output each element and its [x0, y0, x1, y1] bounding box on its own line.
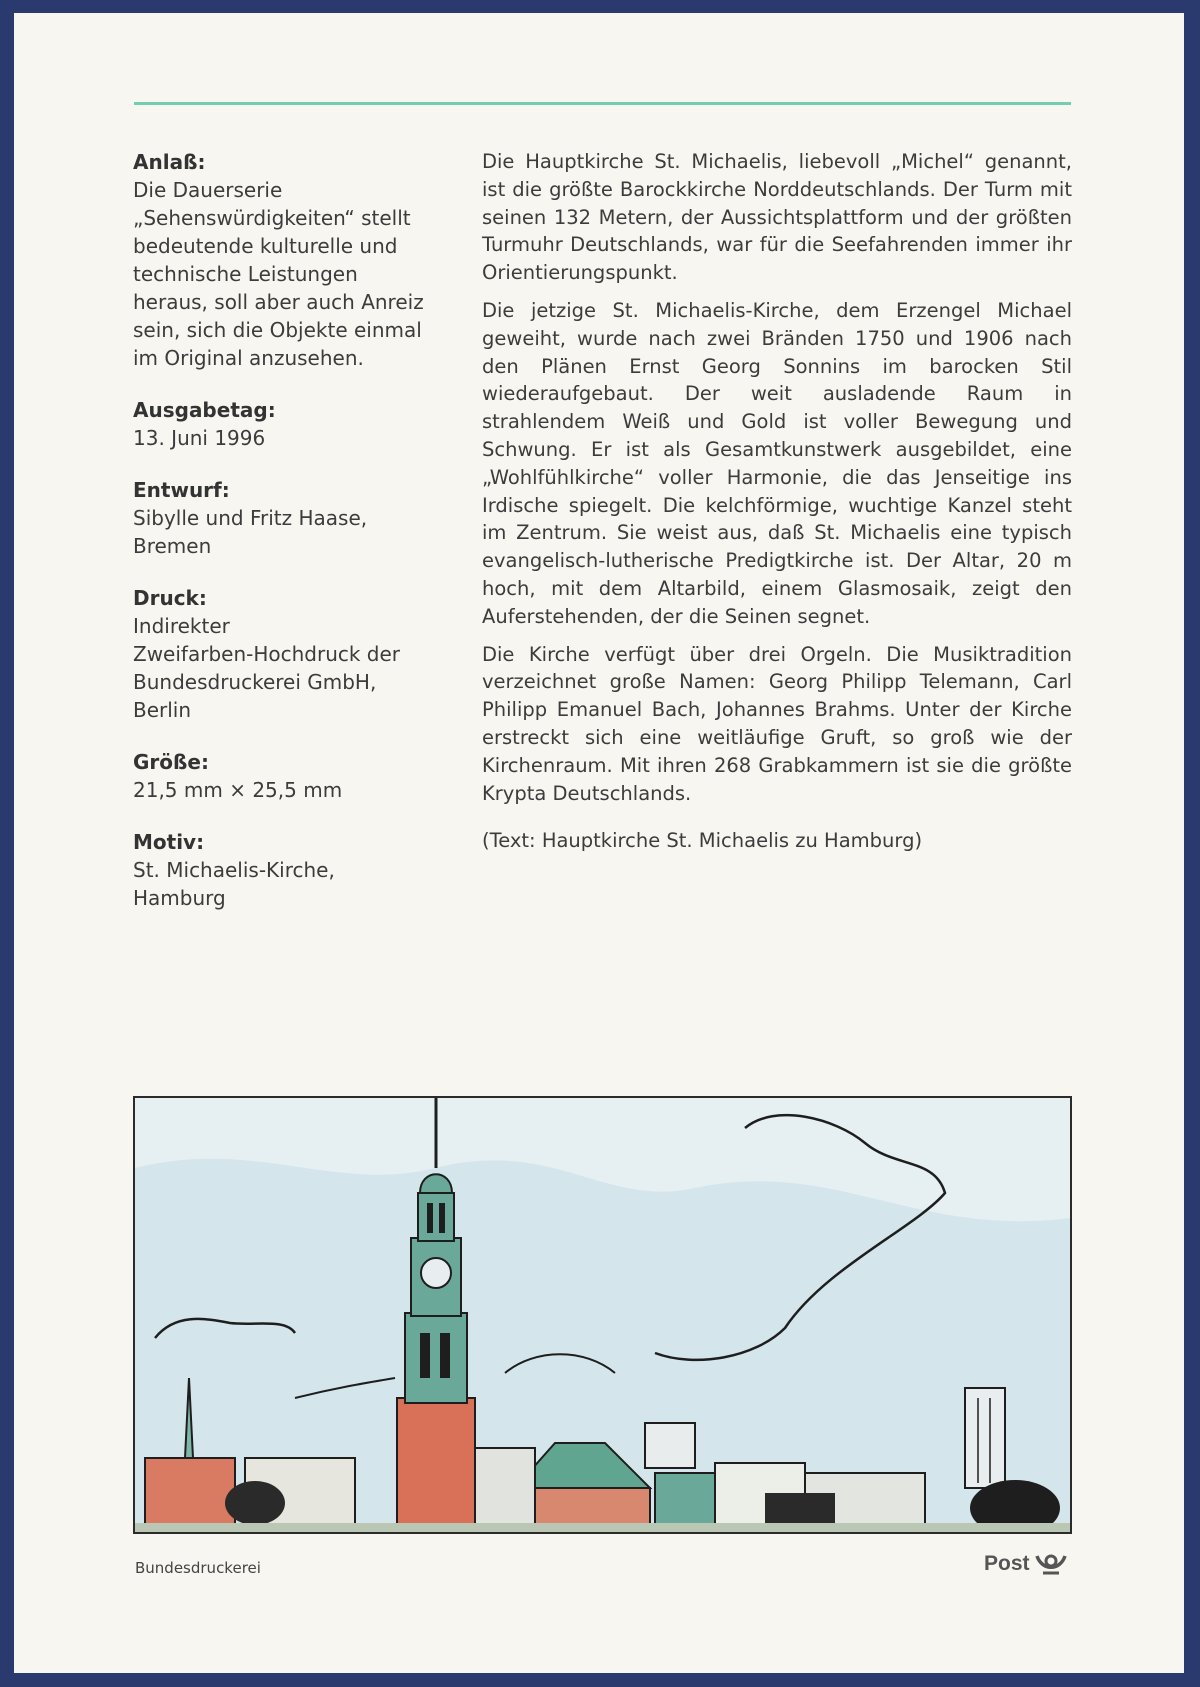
fact-label: Größe:	[133, 750, 209, 774]
fact-label: Ausgabetag:	[133, 398, 276, 422]
accent-rule	[134, 102, 1071, 105]
info-card	[14, 13, 1184, 1673]
church-illustration	[133, 1096, 1072, 1534]
fact-value: Sibylle und Fritz Haase, Bremen	[133, 506, 368, 558]
fact-label: Motiv:	[133, 830, 205, 854]
fact-value: St. Michaelis-Kirche, Hamburg	[133, 858, 335, 910]
post-logo	[984, 1551, 1068, 1577]
fact-label: Entwurf:	[133, 478, 230, 502]
fact-value: 13. Juni 1996	[133, 426, 266, 450]
fact-design	[133, 476, 463, 560]
facts-column	[133, 148, 463, 936]
fact-value: 21,5 mm × 25,5 mm	[133, 778, 343, 802]
fact-size	[133, 748, 463, 804]
post-brand: Post	[984, 1552, 1030, 1575]
fact-occasion	[133, 148, 463, 372]
description-paragraph: Die Hauptkirche St. Michaelis, liebevoll „Michel“ genannt, ist die größte Barockkirche Norddeutschlands. Der Turm mit seinen 132 Metern, der Aussichtsplattform und der größten Turmuhr Deutschlands, war für die Seefahrenden immer ihr Orientierungspunkt.	[482, 150, 1072, 285]
fact-issue-date	[133, 396, 463, 452]
fact-value: Die Dauerserie „Sehenswürdigkeiten“ stellt bedeutende kulturelle und technische Leistungen heraus, soll aber auch Anreiz sein, sich die Objekte einmal im Original anzusehen.	[133, 178, 424, 370]
printer-credit: Bundesdruckerei	[135, 1559, 261, 1577]
fact-motif	[133, 828, 463, 912]
text-credit: (Text: Hauptkirche St. Michaelis zu Hamburg)	[482, 829, 923, 853]
description-column	[482, 148, 1072, 865]
fact-label: Anlaß:	[133, 150, 206, 174]
description-paragraph: Die Kirche verfügt über drei Orgeln. Die Musiktradition verzeichnet große Namen: Georg Philipp Telemann, Carl Philipp Emanuel Bach, Johannes Brahms. Unter der Kirche erstreckt sich eine weitläufige Gruft, so groß wie der Kirchenraum. Mit ihren 268 Grabkammern ist sie die größte Krypta Deutschlands.	[482, 642, 1072, 805]
fact-label: Druck:	[133, 586, 207, 610]
posthorn-icon	[1034, 1551, 1068, 1577]
skyline-drawing	[135, 1098, 1070, 1532]
fact-value: Indirekter Zweifarben-Hochdruck der Bundesdruckerei GmbH, Berlin	[133, 614, 401, 722]
fact-print	[133, 584, 463, 724]
description-paragraph: Die jetzige St. Michaelis-Kirche, dem Erzengel Michael geweiht, wurde nach zwei Bränden 1750 und 1906 nach den Plänen Ernst Georg Sonnins im barocken Stil wiederaufgebaut. Der weit ausladende Raum in strahlendem Weiß und Gold ist voller Bewegung und Schwung. Er ist als Gesamtkunstwerk ausgebildet, eine „Wohlfühlkirche“ voller Harmonie, die das Jenseitige ins Irdische spiegelt. Die kelchförmige, wuchtige Kanzel steht im Zentrum. Sie weist aus, daß St. Michaelis eine typisch evangelisch-lutherische Predigtkirche ist. Der Altar, 20 m hoch, mit dem Altarbild, einem Glasmosaik, zeigt den Auferstehenden, der die Seinen segnet.	[482, 298, 1072, 628]
